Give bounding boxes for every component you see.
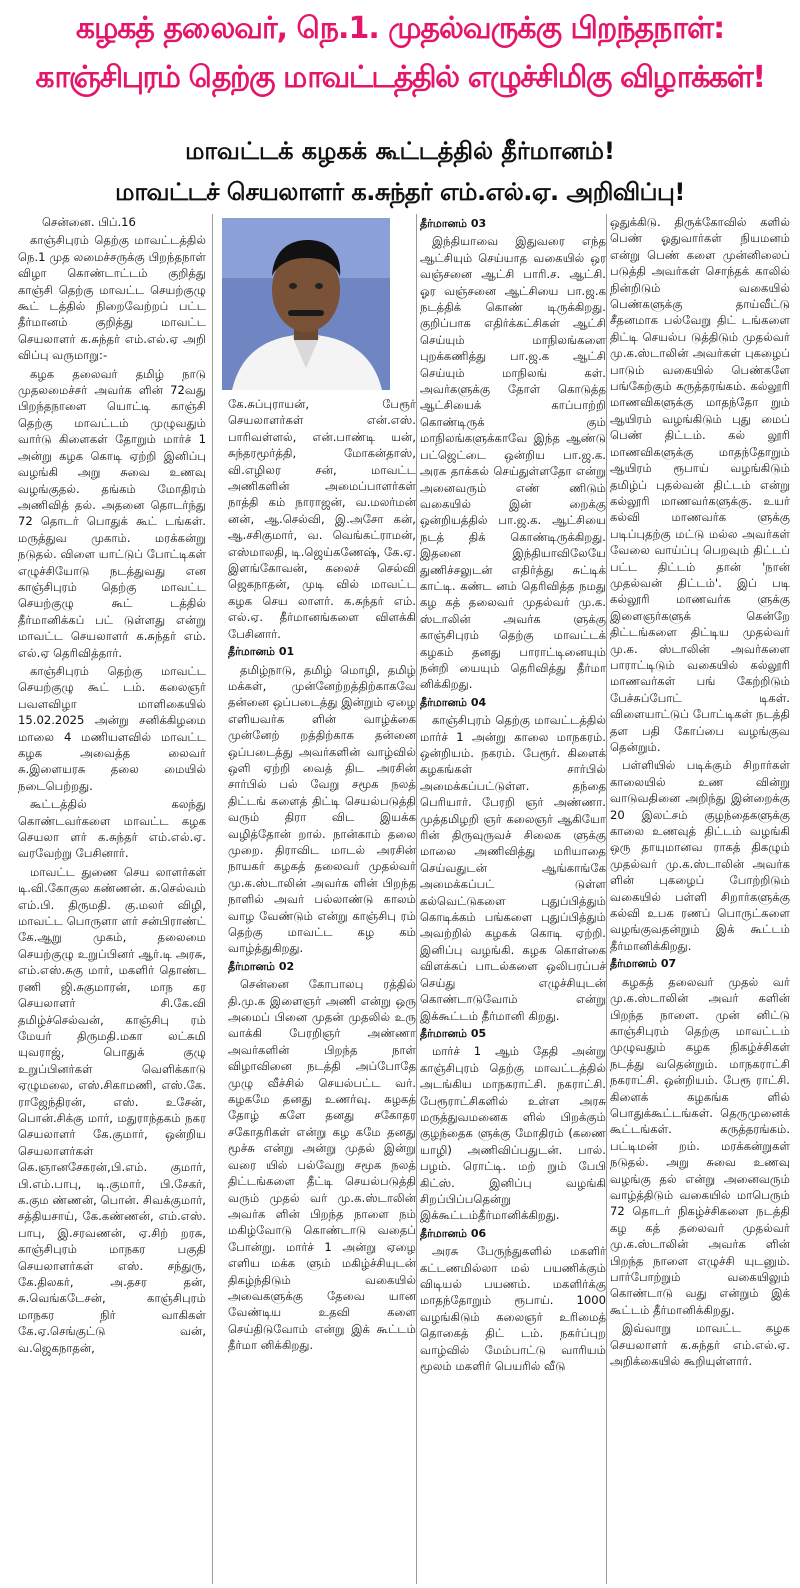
paragraph: இந்தியாவை இதுவரை எந்த ஆட்சியும் செய்யாத வகையில் ஒர வஞ்சனை ஆட்சி பாரி.ச. ஆட்சி. ஓர வஞ்சனை ஆட்சியை பா.ஜ.க நடத்திக் கொண் டிருக்கிறது. குறிப்பாக எதிர்க்கட்சிகள் ஆட்சி செய்யும் மாநிலங்களை புறக்கணித்து பா.ஜ.க ஆட்சி செய்யும் மாநிலங் கள். அவர்களுக்கு தோள் கொடுத்த ஆட்சியைக் காப்பாற்றி கொண்டிருக் கும் மாநிலங்களுக்காவே இந்த ஆண்டு பட்ஜெட்டை ஒன்றிய பா.ஜ.க. அரசு தாக்கல் செய்துள்ளதோ என்று அனைவரும் எண் ணிடும் வகையில் இன் றைக்கு ஒன்றியத்தில் பா.ஜ.க. ஆட்சியை நடத் திக் கொண்டிருக்கிறது. இதனை இந்தியாவிலேயே துணிச்சலுடன் எதிர்த்து சுட்டிக் காட்டி. கண்ட னம் தெரிவித்த நமது கழ கத் தலைவர் முதல்வர் மு.க. ஸ்டாலின் அவர்க ளுக்கு காஞ்சிபுரம் தெற்கு மாவட்டக் கழகம் தனது பாராட்டினையும் நன்றி யையும் தெரிவித்து தீர்மா னிக்கிறது. bbox=[420, 234, 606, 692]
paragraph: காஞ்சிபுரம் தெற்கு மாவட்ட செயற்குழு கூட் டம். கலைஞர் பவளவிழா மாளிகையில் 15.02.2025 அன்று சனிக்கிழமை மாலை 4 மணியளவில் மாவட்ட கழக அவைத்த லைவர் சு.இளையரசு தலை மையில் நடைபெற்றது. bbox=[18, 663, 206, 793]
article-column-4 bbox=[610, 214, 790, 1584]
column-rule bbox=[416, 214, 417, 1584]
column-rule bbox=[606, 214, 607, 1584]
portrait-photo bbox=[222, 218, 390, 390]
paragraph: கூட்டத்தில் கலந்து கொண்டவர்களை மாவட்ட கழக செயலா ளர் க.சுந்தர் எம்.எல்.ஏ. வரவேற்று பேசினார். bbox=[18, 797, 206, 861]
article-column-3 bbox=[420, 214, 606, 1584]
dateline: சென்னை. பிப்.16 bbox=[42, 215, 136, 229]
resolution-heading-04: தீர்மானம் 04 bbox=[420, 695, 487, 709]
subheadline-line1: மாவட்டக் கழகக் கூட்டத்தில் தீர்மானம்! bbox=[185, 137, 615, 165]
subheadline-line2: மாவட்டச் செயலாளர் க.சுந்தர் எம்.எல்.ஏ. அறிவிப்பு! bbox=[115, 178, 685, 206]
paragraph: கழகத் தலைவர் முதல் வர் மு.க.ஸ்டாலின் அவர் களின் பிறந்த நாளை. முன் னிட்டு காஞ்சிபுரம் தெற்கு மாவட்டம் முழுவதும் கழக நிகழ்ச்சிகள் நடத்து வதென்றும். மாநகராட்சி நகராட்சி. ஒன்றியம். பேரூ ராட்சி. கிளைக் கழகங்க ளில் பொதுக்கூட்டங்கள். தெருமுனைக் கூட்டங்கள். கருத்தரங்கம். பட்டிமன் றம். மரக்கன்றுகள் நடுதல். அறு சுவை உணவு வழங்கு தல் என்று அனைவரும் வாழ்த்திடும் வகையில் மாபெரும் 72 தொடர் நிகழ்ச்சிகளை நடத்தி கழ கத் தலைவர் முதல்வர் மு.க.ஸ்டாலின் அவர்க ளின் பிறந்த நாளை எழுச்சி யுடனும். பார்போற்றும் வகையிலும் கொண்டாடு வது என்றும் இக் கூட்டம் தீர்மானிக்கிறது. bbox=[610, 974, 790, 1317]
headline-line1: கழகத் தலைவர், நெ.1. முதல்வருக்கு பிறந்தநாள்: bbox=[75, 11, 725, 46]
paragraph: சென்னை கோபாலபு ரத்தில் தி.மு.க இளைஞர் அணி என்று ஒரு அமைப் பினை முதன் முதலில் உரு வாக்கி பேரறிஞர் அண்ணா அவர்களின் பிறந்த நாள் விழாவினை நடத்தி அப்போதே முழு வீச்சில் செயல்பட்ட வர். கழகமே தனது உணர்வு. கழகத் தோழ் களே தனது சகோதர சகோதரிகள் என்று கழ கமே தனது மூச்சு என்று அன்று முதல் இன்று வரை யில் பல்வேறு சமூக நலத் திட்டங்களை தீட்டி செயல்படுத்தி வரும் முதல் வர் மு.க.ஸ்டாலின் அவர்க ளின் பிறந்த நாளை நம் மகிழ்வோடு கொண்டாடு வதைப் போன்று. மார்ச் 1 அன்று ஏழை எளிய மக்க ளும் மகிழ்ச்சியுடன் திகழ்ந்திடும் வகையில் அவைகளுக்கு தேவை யான வேண்டிய உதவி களை செய்திடுவோம் என்று இக் கூட்டம் தீர்மா னிக்கிறது. bbox=[228, 977, 416, 1353]
paragraph: மாவட்ட துணை செய லாளர்கள் டி.வி.கோகுல கண்ணன். க.செல்வம் எம்.பி. திருமதி. கு.மலர் விழி, மாவட்ட பொருளா ளர் சன்பிராண்ட் கே.ஆறு முகம், தலைமை செயற்குழு உறுப்பினர் ஆர்.டி அரசு, எம்.எஸ்.சுகு மார், மகளிர் தொண்ட ரணி ஜி.சுகுமாரன், மாந கர செயலாளர் சி.கே.வி தமிழ்ச்செல்வன், காஞ்சிபு ரம் மேயர் திருமதி.மகா லட்சுமி யுவராஜ், பொதுக் குழு உறுப்பினர்கள் வெளிக்காடு ஏழுமலை, எஸ்.சிகாமணி, எஸ்.கே. ராஜேந்திரன், எஸ். உசேன், பொன்.சிக்கு மார், மதுராந்தகம் நகர செயலாளர் கே.குமார், ஒன்றிய செயலாளர்கள் கெ.ஞானசேகரன்,பி.எம். குமார், பி.எம்.பாபு, டி.குமார், பி.சேகர், க.கும ண்ணன், பொன். சிவக்குமார், சத்தியசாய், கே.கண்ணன், எம்.எஸ். பாபு, இ.சரவணன், ஏ.சிற் றரசு, காஞ்சிபுரம் மாநகர பகுதி செயலாளர்கள் எஸ். சந்துரு, கே.திலகர், அ.தசர தன், சு.வெங்கடேசன், காஞ்சிபுரம் மாநகர நிர் வாகிகள் கே.ஏ.செங்குட்டு வன், வ.ஜெகநாதன், bbox=[18, 864, 206, 1355]
article-column-1 bbox=[18, 214, 206, 1584]
resolution-heading-07: தீர்மானம் 07 bbox=[610, 957, 677, 971]
paragraph: மார்ச் 1 ஆம் தேதி அன்று காஞ்சிபுரம் தெற்கு மாவட்டத்தில் அடங்கிய மாநகராட்சி. நகராட்சி. பேரூராட்சிகளில் உள்ள அரசு மருத்துவமனைக ளில் பிறக்கும் குழந்தைக ளுக்கு மோதிரம் (கணை யாழி) அணிவிப்பதுடன். பால். பழம். ரொட்டி. மற் றும் பேபி கிட்ஸ். இனிப்பு வழங்கி சிறப்பிப்பதென்று இக்கூட்டம்தீர்மானிக்கிறது. bbox=[420, 1044, 606, 1223]
paragraph: ஒதுக்கிடு. திருக்கோவில் களில் பெண் ஓதுவார்கள் நியமனம் என்று பெண் களை முன்னிலைப் படுத்தி அவர்கள் சொந்தக் காலில் நின்றிடும் வகையில் பெண்களுக்கு தாய்வீட்டு சீதனமாக பல்வேறு திட் டங்களை திட்டி செயல்ப டுத்திடும் முதல்வர் மு.க.ஸ்டாலின் அவர்கள் புகழைப் பாடும் வகையில் பெண்களே பங்கேற்கும் கருத்தரங்கம். கல்லூரி மாணவிகளுக்கு மாதந்தோ றும் ஆயிரம் வழங்கிடும் புது மைப் பெண் திட்டம். கல் லூரி மாணவிகளுக்கு மாதந்தோறும் ஆயிரம் ரூபாய் வழங்கிடும் தமிழ்ப் புதல்வன் திட்டம் என்று கல்லூரி மாணவர்களுக்கு. உயர் கல்வி மாணவர்க ளுக்கு படிப்புதற்கு மட்டு மல்ல அவர்கள் வேலை வாய்ப்பு பெறவும் திட்டப் பட்ட திட்டம் தான் 'நான் முதல்வன் திட்டம்'. இப் படி கல்லூரி மாணவர்க ளுக்கு இளைஞர்களுக் கென்றே திட்டங்களை திட்டிய முதல்வர் மு.க. ஸ்டாலின் அவர்களை பாராட்டிடும் வகையில் கல்லூரி மாணவர்கள் பங் கேற்றிடும் பேச்சுப்போட் டிகள். விளையாட்டுப் போட்டிகள் நடத்தி தள பதி கோப்பை வழங்குவ தென்றும். bbox=[610, 215, 790, 754]
resolution-heading-02: தீர்மானம் 02 bbox=[228, 959, 295, 973]
resolution-heading-03: தீர்மானம் 03 bbox=[420, 217, 487, 230]
paragraph: காஞ்சிபுரம் தெற்கு மாவட்டத்தில் மார்ச் 1 அன்று காலை மாநகரம். ஒன்றியம். நகரம். பேரூர். கிளைக் கழகங்கள் சார்பில் அமைக்கப்பட்டுள்ள. தந்தை பெரியார். பேரறி ஞர் அண்ணா. முத்தமிழறி ஞர் கலைஞர் ஆகியோ ரின் திருவுருவச் சிலைக ளுக்கு மாலை அணிவித்து மரியாதை செய்வதுடன் ஆங்காங்கே அமைக்கப்பட் டுள்ள கல்வெட்டுகளை புதுப்பித்தும் கொடிக்கம் பங்களை புதுப்பித்தும் அவற்றில் கழகக் கொடி ஏற்றி. இனிப்பு வழங்கி. கழக கொள்கை விளக்கப் பாடல்களை ஒலிபரப்பச் செய்து எழுச்சியுடன் கொண்டாடுவோம் என்று இக்கூட்டம் தீர்மானி கிறது. bbox=[420, 713, 606, 1023]
column-rule bbox=[212, 214, 213, 1584]
resolution-heading-06: தீர்மானம் 06 bbox=[420, 1226, 487, 1240]
resolution-heading-05: தீர்மானம் 05 bbox=[420, 1026, 487, 1040]
portrait-illustration bbox=[222, 218, 390, 390]
paragraph: தமிழ்நாடு, தமிழ் மொழி, தமிழ் மக்கள், முன்னேற்றத்திற்காகவே தன்னை ஒப்படைத்து இன்றும் ஏழை எளியவர்க ளின் வாழ்க்கை முன்னேற் றத்திற்காக தன்னை ஒப்படைத்து அவர்களின் வாழ்வில் ஒளி ஏற்றி வைத் திட அரசின் சார்பில் பல் வேறு சமூக நலத் திட்டங் களைத் திட்டி செயல்படுத்தி வரும் திரா விட இயக்க வழித்தோன் றால். நான்காம் தலை முறை. திராவிட மாடல் அரசின் நாயகர் கழகத் தலைவர் முதல்வர் மு.க.ஸ்டாலின் அவர்க ளின் பிறந்த நாளில் அவர் பல்லாண்டு காலம் வாழ வேண்டும் என்று காஞ்சிபு ரம் தெற்கு மாவட்ட கழ கம் வாழ்த்துகிறது. bbox=[228, 662, 416, 956]
article-column-2 bbox=[228, 396, 416, 1584]
paragraph: கழக தலைவர் தமிழ் நாடு முதலமைச்சர் அவர்க ளின் 72வது பிறந்தநாளை யொட்டி காஞ்சி தெற்கு மாவட்டம் முழுவதும் வார்டு கிளைகள் தோறும் மார்ச் 1 அன்று கழக கொடி ஏற்றி இனிப்பு வழங்கி அறு சுவை உணவு வழங்குதல். தங்கம் மோதிரம் அணிவித் தல். அதனை தொடர்ந்து 72 தொடர் பொதுக் கூட் டங்கள். மருத்துவ முகாம். மரக்கன்று நடுதல். விளை யாட்டுப் போட்டிகள் எழுச்சியோடு நடத்துவது என காஞ்சிபுரம் தெற்கு மாவட்ட செயற்குழு கூட் டத்தில் தீர்மானிக்கப் பட் டுள்ளது என்று மாவட்ட செயலாளர் க.சுந்தர் எம். எல்.ஏ தெரிவித்தார். bbox=[18, 366, 206, 660]
paragraph: காஞ்சிபுரம் தெற்கு மாவட்டத்தில் நெ.1 முத லமைச்சருக்கு பிறந்தநாள் விழா கொண்டாட்டம் குறித்து காஞ்சி தெற்கு மாவட்ட செயற்குழு கூட் டத்தில் நிறைவேற்றப் பட்ட தீர்மானம் குறித்து மாவட்ட செயலாளர் க.சுந்தர் எம்.எல்.ஏ அறி விப்பு வருமாறு:- bbox=[18, 233, 206, 363]
paragraph: பள்ளியில் படிக்கும் சிறார்கள் காலையில் உண வின்று வாடுவதினை அறிந்து இன்றைக்கு 20 இலட்சம் குழந்தைகளுக்கு காலை உணவுத் திட்டம் வழங்கி ஒரு தாயுமானவ ராகத் திகழும் முதல்வர் மு.க.ஸ்டாலின் அவர்க ளின் புகழைப் போற்றிடும் வகையில் பள்ளி சிறார்களுக்கு கல்வி உபக ரணப் பொருட்களை வழங்குவதன்றும் இக் கூட்டம் தீர்மானிக்கிறது. bbox=[610, 758, 790, 953]
paragraph: அரசு பேருந்துகளில் மகளிர் கட்டணமில்லா மல் பயணிக்கும் விடியல் பயணம். மகளிர்க்கு மாதந்தோறும் ரூபாய். 1000 வழங்கிடும் கலைஞர் உரிமைத் தொகைத் திட் டம். நகர்ப்புற வாழ்வில் மேம்பாட்டு வாரியம் மூலம் மகளிர் பெயரில் வீடு bbox=[420, 1244, 606, 1374]
paragraph: இவ்வாறு மாவட்ட கழக செயலாளர் க.சுந்தர் எம்.எல்.ஏ. அறிக்கையில் கூறியுள்ளார். bbox=[610, 1321, 790, 1369]
resolution-heading-01: தீர்மானம் 01 bbox=[228, 645, 295, 659]
headline-line2: காஞ்சிபுரம் தெற்கு மாவட்டத்தில் எழுச்சிமிகு விழாக்கள்! bbox=[35, 60, 765, 95]
paragraph: கே.சுப்புராயன், பேரூர் செயலாளர்கள் என்.எஸ். பாரிவள்ளல், என்.பாண்டி யன், சுந்தரமூர்த்தி, மோகன்தாஸ், வி.எழிலர சன், மாவட்ட அணிகளின் அமைப்பாளர்கள் நாத்தி கம் நாராஜன், வ.மலர்மன் னன், ஆ.செல்வி, இ.அசோ கன், ஆ.சசிகுமார், வ. வெங்கட்ராமன், எஸ்மாலதி, டி.ஜெய்கணேஷ், கே.ஏ. இளங்கோவன், கலைச் செல்வி ஜெகநாதன், முடி வில் மாவட்ட கழக செய லாளர். க.சுந்தர் எம். எல்.ஏ. தீர்மானங்களை விளக்கி பேசினார். bbox=[228, 397, 416, 641]
